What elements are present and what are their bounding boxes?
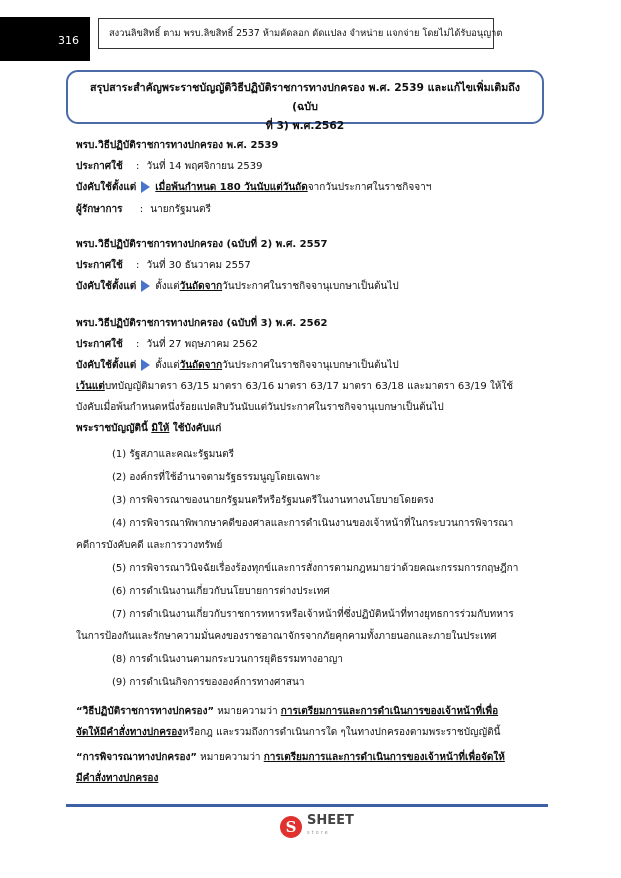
act3-exception-line-1 [76, 379, 513, 394]
announce-value: วันที่ 27 พฤษภาคม 2562 [146, 339, 259, 350]
title-line-2: ที่ 3) พ.ศ.2562 [265, 119, 345, 132]
exclusion-item-continued: ในการป้องกันและรักษาความมั่นคงของราชอาณาจักรจากภัยคุกคามทั้งภายนอกและภายในประเทศ [76, 631, 497, 642]
effective-rest: วันประกาศในราชกิจจานุเบกษาเป็นต้นไป [222, 281, 399, 292]
effective-label: บังคับใช้ตั้งแต่ [76, 360, 137, 371]
definition-mid: หมายความว่า [214, 706, 281, 717]
definition-term: “การพิจารณาทางปกครอง” [76, 752, 197, 763]
exclusion-item-continued: คดีการบังคับคดี และการวางทรัพย์ [76, 540, 223, 551]
act1-heading: พรบ.วิธีปฏิบัติราชการทางปกครอง พ.ศ. 2539 [76, 140, 279, 151]
logo-text [307, 815, 354, 839]
definition-underlined: มีคำสั่งทางปกครอง [76, 773, 159, 784]
effective-underlined: วันถัดจาก [179, 360, 223, 371]
arrow-right-icon [141, 359, 150, 371]
copyright-header: สงวนลิขสิทธิ์ ตาม พรบ.ลิขสิทธิ์ 2537 ห้ามคัดลอก ดัดแปลง จำหน่าย แจกจ่าย โดยไม่ได้รับอนุญาต [98, 18, 494, 49]
exception-text: บทบัญญัติมาตรา 63/15 มาตรา 63/16 มาตรา 63/17 มาตรา 63/18 และมาตรา 63/19 ให้ใช้ [104, 381, 514, 392]
definition-underlined: การเตรียมการและการดำเนินการของเจ้าหน้าที่เพื่อจัดให้ [263, 752, 505, 763]
act3-exception-line-2: บังคับเมื่อพ้นกำหนดหนึ่งร้อยแปดสิบวันนับแต่วันประกาศในราชกิจจานุเบกษาเป็นต้นไป [76, 402, 444, 413]
exclusion-item: (5) การพิจารณาวินิจฉัยเรื่องร้องทุกข์และการสั่งการตามกฎหมายว่าด้วยคณะกรรมการกฤษฎีกา [112, 563, 519, 574]
effective-underlined: วันถัดจาก [179, 281, 223, 292]
act1-announce: ประกาศใช้ : วันที่ 14 พฤศจิกายน 2539 [76, 161, 263, 172]
footer-divider [66, 804, 548, 807]
exclusion-item: (8) การดำเนินงานตามกระบวนการยุติธรรมทางอาญา [112, 654, 343, 665]
definition-rest: หรือกฎ และรวมถึงการดำเนินการใด ๆในทางปกครองตามพระราชบัญญัตินี้ [182, 727, 501, 738]
definition-underlined: จัดให้มีคำสั่งทางปกครอง [76, 727, 183, 738]
logo-name: SHEET [307, 813, 354, 828]
title-line-1: สรุปสาระสำคัญพระราชบัญญัติวิธีปฏิบัติราชการทางปกครอง พ.ศ. 2539 และแก้ไขเพิ่มเติมถึง (ฉบับ [90, 81, 520, 113]
announce-label: ประกาศใช้ [76, 161, 123, 172]
definition-1-line-1 [76, 704, 498, 719]
effective-label: บังคับใช้ตั้งแต่ [76, 182, 137, 193]
announce-label: ประกาศใช้ [76, 339, 123, 350]
effective-rest: จากวันประกาศในราชกิจจาฯ [307, 182, 432, 193]
announce-value: วันที่ 30 ธันวาคม 2557 [146, 260, 251, 271]
page-number: 316 [58, 34, 79, 47]
effective-pre: ตั้งแต่ [155, 281, 180, 292]
exclusion-item: (4) การพิจารณาพิพากษาคดีของศาลและการดำเนินงานของเจ้าหน้าที่ในกระบวนการพิจารณา [112, 518, 514, 529]
not-apply-pre: พระราชบัญญัตินี้ [76, 423, 152, 434]
logo-sub: store [307, 830, 330, 836]
not-apply-underlined: มิให้ [151, 423, 170, 434]
exclusion-item: (7) การดำเนินงานเกี่ยวกับราชการทหารหรือเจ้าหน้าที่ซึ่งปฏิบัติหน้าที่ทางยุทธการร่วมกับทหาร [112, 609, 514, 620]
not-apply-heading [76, 421, 221, 436]
act2-announce: ประกาศใช้ : วันที่ 30 ธันวาคม 2557 [76, 260, 251, 271]
custodian-value: นายกรัฐมนตรี [150, 204, 211, 215]
act1-custodian: ผู้รักษาการ : นายกรัฐมนตรี [76, 204, 211, 215]
definition-2-line-1 [76, 750, 505, 765]
act3-effective [76, 358, 399, 373]
custodian-label: ผู้รักษาการ [76, 204, 123, 215]
exception-underlined: เว้นแต่ [76, 381, 105, 392]
act3-heading: พรบ.วิธีปฏิบัติราชการทางปกครอง (ฉบับที่ 3) พ.ศ. 2562 [76, 318, 328, 329]
not-apply-post: ใช้บังคับแก่ [169, 423, 222, 434]
definition-1-line-2 [76, 725, 500, 740]
exclusion-item: (6) การดำเนินงานเกี่ยวกับนโยบายการต่างประเทศ [112, 586, 330, 597]
exclusion-item: (9) การดำเนินกิจการขององค์การทางศาสนา [112, 677, 305, 688]
act2-effective [76, 279, 399, 294]
effective-underlined: เมื่อพ้นกำหนด 180 วันนับแต่วันถัด [155, 182, 308, 193]
announce-label: ประกาศใช้ [76, 260, 123, 271]
announce-value: วันที่ 14 พฤศจิกายน 2539 [146, 161, 263, 172]
summary-title-box [66, 70, 544, 132]
logo-mark-icon: S [280, 816, 302, 838]
definition-term: “วิธีปฏิบัติราชการทางปกครอง” [76, 706, 215, 717]
exclusion-item: (3) การพิจารณาของนายกรัฐมนตรีหรือรัฐมนตรีในงานทางนโยบายโดยตรง [112, 495, 434, 506]
sheet-store-logo [280, 815, 354, 839]
effective-rest: วันประกาศในราชกิจจานุเบกษาเป็นต้นไป [222, 360, 399, 371]
definition-underlined: การเตรียมการและการดำเนินการของเจ้าหน้าที่เพื่อ [280, 706, 499, 717]
act2-heading: พรบ.วิธีปฏิบัติราชการทางปกครอง (ฉบับที่ 2) พ.ศ. 2557 [76, 239, 328, 250]
act3-announce: ประกาศใช้ : วันที่ 27 พฤษภาคม 2562 [76, 339, 259, 350]
definition-2-line-2 [76, 771, 158, 786]
arrow-right-icon [141, 181, 150, 193]
effective-pre: ตั้งแต่ [155, 360, 180, 371]
arrow-right-icon [141, 280, 150, 292]
exclusion-item: (2) องค์กรที่ใช้อำนาจตามรัฐธรรมนูญโดยเฉพาะ [112, 472, 321, 483]
effective-label: บังคับใช้ตั้งแต่ [76, 281, 137, 292]
exclusion-item: (1) รัฐสภาและคณะรัฐมนตรี [112, 449, 235, 460]
definition-mid: หมายความว่า [196, 752, 264, 763]
act1-effective [76, 180, 431, 195]
